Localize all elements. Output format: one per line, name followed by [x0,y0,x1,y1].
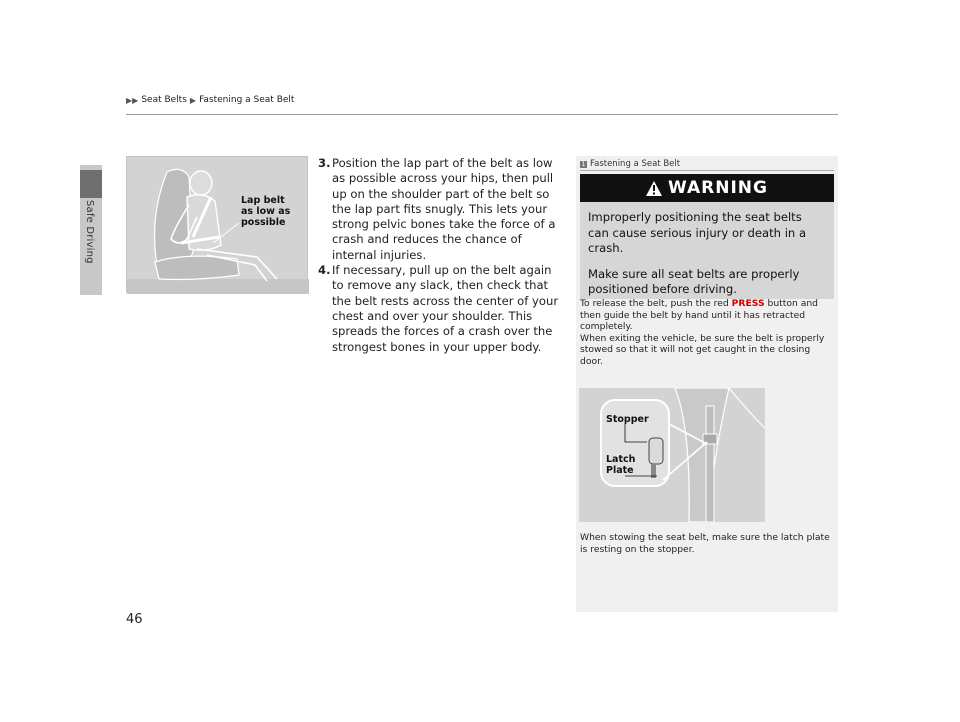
latch-plate-label: Latch Plate [606,454,636,476]
step-text: Position the lap part of the belt as low as possible across your hips, then pull up on the shoulder part of the belt so the lap part fits snugly. This lets your strong pelvic bones take the force of a crash and reduces the chance of internal injuries. [332,156,556,262]
warning-triangle-icon [646,181,662,196]
warning-box [580,174,834,299]
sidebar-section-label: Safe Driving [84,200,95,264]
warning-text: Make sure all seat belts are properly positioned before driving. [588,266,800,296]
press-button-label: PRESS [731,298,765,309]
page-number: 46 [126,612,143,627]
breadcrumb-arrow-icon: ▶▶ [126,95,139,105]
note-paragraph: To release the belt, push the red PRESS button and then guide the belt by hand until it has retracted completely. [580,298,818,333]
instruction-steps [318,156,566,355]
breadcrumb-level2[interactable]: Fastening a Seat Belt [199,95,295,105]
side-notes-panel [576,156,838,612]
illustration-callout: Lap belt as low as possible [241,195,291,228]
breadcrumb-arrow-icon: ▶ [189,95,197,105]
step-item [318,156,566,263]
breadcrumb-level1[interactable]: Seat Belts [141,95,187,105]
header-divider [126,114,838,115]
step-text: If necessary, pull up on the belt again to remove any slack, then check that the belt rests across the center of your chest and over your shoulder. This spreads the forces of a crash over the strongest bones in your upper body. [332,263,559,354]
sidebar-tab-marker [80,170,102,198]
warning-header: WARNING [580,174,834,202]
panel-divider [580,170,834,171]
note-paragraph: When exiting the vehicle, be sure the belt is properly stowed so that it will not get caught in the closing door. [580,332,825,367]
step-number: 3. [318,156,331,170]
warning-text: Improperly positioning the seat belts can cause serious injury or death in a crash. [588,210,807,255]
step-number: 4. [318,263,331,278]
step-item [318,263,566,355]
seat-belt-illustration [126,156,308,293]
stopper-label: Stopper [606,414,649,425]
release-note [580,298,834,368]
diagram-caption: When stowing the seat belt, make sure the latch plate is resting on the stopper. [580,532,830,555]
stopper-diagram [579,388,765,522]
warning-body [580,202,834,298]
breadcrumb [126,95,294,105]
reference-icon: 1 [581,160,586,168]
panel-title: 1 Fastening a Seat Belt [581,159,681,169]
